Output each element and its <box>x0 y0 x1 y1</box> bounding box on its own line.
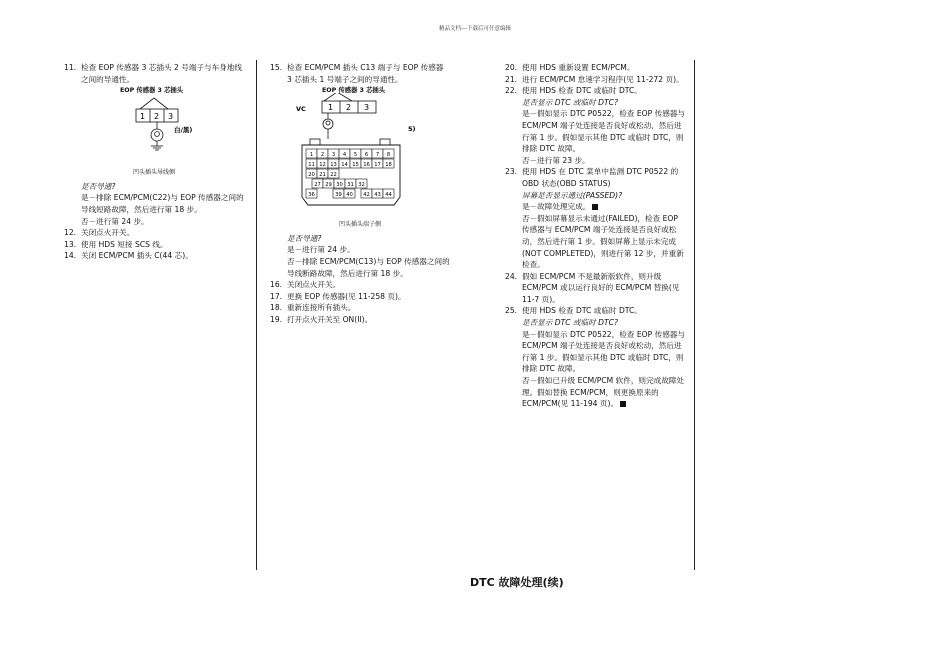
answer-text: 否－假如已升级 ECM/PCM 软件，则完成故障处理。假如替换 ECM/PCM，则更换原来的 ECM/PCM(见 11-194 页)。 <box>522 376 684 409</box>
footer-title: DTC 故障处理(续) <box>470 576 564 589</box>
terminal-number: 16 <box>363 162 370 169</box>
step-17 <box>270 291 450 303</box>
step-24 <box>505 271 687 306</box>
figure-caption: 凹头插头导线侧 <box>132 169 175 177</box>
step-number: 23. <box>505 167 518 177</box>
pin-3: 3 <box>168 112 174 122</box>
step-number: 17. <box>270 291 283 301</box>
answer-yes <box>505 201 687 213</box>
pin-2: 2 <box>154 112 160 122</box>
step-text: 关闭 ECM/PCM 插头 C(44 芯)。 <box>81 251 193 261</box>
question: 是否显示 DTC 或临时 DTC? <box>522 97 619 107</box>
step-text: 使用 HDS 短接 SCS 线。 <box>81 239 168 249</box>
terminal-number: 3 <box>331 152 336 159</box>
step-number: 16. <box>270 280 283 290</box>
terminal-number: 6 <box>364 152 369 159</box>
column-divider-right <box>694 60 695 570</box>
figure-title: EOP 传感器 3 芯插头 <box>120 87 184 95</box>
terminal-number: 42 <box>363 192 370 199</box>
terminal-ref-label: 5) <box>408 125 416 134</box>
terminal-number: 2 <box>320 152 325 159</box>
page-header: 精品文档---下载后可任意编辑 <box>439 26 511 32</box>
column-1 <box>64 62 244 262</box>
figure-caption: 凹头插头端子侧 <box>338 221 381 229</box>
step-23 <box>505 166 687 189</box>
step-21 <box>505 74 687 86</box>
step-19 <box>270 314 450 326</box>
question: 是否导通? <box>81 181 116 191</box>
step-12 <box>64 227 244 239</box>
terminal-number: 44 <box>385 192 392 199</box>
terminal-number: 31 <box>347 182 354 189</box>
step-number: 19. <box>270 314 283 324</box>
end-mark-icon <box>620 401 626 407</box>
step-text: 重新连接所有插头。 <box>287 303 356 313</box>
step-text: 检查 ECM/PCM 插头 C13 端子与 EOP 传感器 3 芯插头 1 号端子之间的导通性。 <box>287 63 444 84</box>
answer-no: 否－假如屏幕显示未通过(FAILED)，检查 EOP 传感器与 ECM/PCM 端子处连接是否良好或松动，然后进行第 1 步。假如屏幕上显示未完成(NOT COMPLETED)，则进行第 12 步，并重新检查。 <box>522 213 684 270</box>
step-18 <box>270 302 450 314</box>
terminal-number: 1 <box>309 152 314 159</box>
question: 是否导通? <box>287 233 322 243</box>
step-text: 更换 EOP 传感器(见 11-258 页)。 <box>287 291 406 301</box>
step-text: 使用 HDS 在 DTC 菜单中监测 DTC P0522 的 OBD 状态(OBD STATUS) <box>522 167 679 188</box>
step-14 <box>64 250 244 262</box>
terminal-number: 27 <box>314 182 321 189</box>
step-11 <box>64 62 244 85</box>
terminal-number: 18 <box>385 162 392 169</box>
step-text: 打开点火开关至 ON(II)。 <box>287 314 373 324</box>
answer-no <box>505 375 687 410</box>
pin-1: 1 <box>328 103 334 113</box>
connector-diagram <box>64 95 244 157</box>
terminal-grid <box>306 149 394 198</box>
answer-yes: 是－假如显示 DTC P0522，检查 EOP 传感器与 ECM/PCM 端子处连接是否良好或松动，然后进行第 1 步。假如显示其他 DTC 或临时 DTC，则排除 DTC 故障。 <box>522 109 685 154</box>
figure-title: EOP 传感器 3 芯插头 <box>322 87 386 95</box>
step-number: 24. <box>505 271 518 281</box>
step-number: 18. <box>270 303 283 313</box>
terminal-number: 8 <box>386 152 391 159</box>
step-13 <box>64 239 244 251</box>
connector-diagram <box>270 93 450 217</box>
answer-no: 否－进行第 23 步。 <box>522 155 590 165</box>
terminal-number: 22 <box>330 172 337 179</box>
terminal-number: 29 <box>325 182 332 189</box>
step-text: 使用 HDS 重新设置 ECM/PCM。 <box>522 63 635 72</box>
step-number: 22. <box>505 86 518 96</box>
eop-connector-figure <box>64 87 244 161</box>
step-number: 14. <box>64 251 77 261</box>
answer-yes: 是－排除 ECM/PCM(C22)与 EOP 传感器之间的导线短路故障，然后进行第 18 步。 <box>81 193 244 214</box>
step-text: 进行 ECM/PCM 怠速学习程序(见 11-272 页)。 <box>522 74 684 84</box>
question: 屏幕是否显示通过(PASSED)? <box>522 190 623 200</box>
terminal-number: 14 <box>341 162 348 169</box>
vc-label: VC <box>296 105 306 114</box>
step-20 <box>505 62 687 74</box>
terminal-number: 40 <box>346 192 353 199</box>
terminal-number: 13 <box>330 162 337 169</box>
answer-text: 是－故障处理完成。 <box>522 202 591 212</box>
step-text: 使用 HDS 检查 DTC 或临时 DTC。 <box>522 306 642 316</box>
question: 是否显示 DTC 或临时 DTC? <box>522 318 619 328</box>
step-number: 11. <box>64 63 77 72</box>
answer-yes: 是－假如显示 DTC P0522，检查 EOP 传感器与 ECM/PCM 端子处连接是否良好或松动，然后进行第 1 步。假如显示其他 DTC 或临时 DTC，则排除 DTC 故障。 <box>522 329 685 374</box>
wire-color-label: 白/黑) <box>174 126 193 135</box>
terminal-number: 30 <box>336 182 343 189</box>
step-text: 假如 ECM/PCM 不是最新版软件，则升级 ECM/PCM 或以运行良好的 ECM/PCM 替换(见 11-7 页)。 <box>522 271 680 304</box>
answer-no: 否－排除 ECM/PCM(C13)与 EOP 传感器之间的导线断路故障，然后进行第 18 步。 <box>287 256 450 278</box>
step-22 <box>505 85 687 97</box>
terminal-number: 7 <box>375 152 380 159</box>
terminal-number: 4 <box>342 152 347 159</box>
pin-2: 2 <box>346 103 352 113</box>
column-divider-left <box>256 60 257 570</box>
step-text: 关闭点火开关。 <box>81 228 135 238</box>
terminal-number: 36 <box>308 192 315 199</box>
step-25 <box>505 305 687 317</box>
terminal-number: 17 <box>374 162 381 169</box>
step-number: 20. <box>505 63 518 72</box>
terminal-number: 39 <box>335 192 342 199</box>
step-text: 关闭点火开关。 <box>287 280 341 290</box>
end-mark-icon <box>592 204 598 210</box>
column-3 <box>505 62 687 410</box>
pin-3: 3 <box>364 103 370 113</box>
terminal-number: 21 <box>319 172 326 179</box>
terminal-number: 15 <box>352 162 359 169</box>
step-number: 25. <box>505 306 518 316</box>
pin-1: 1 <box>140 112 146 122</box>
step-16 <box>270 279 450 291</box>
step-number: 21. <box>505 74 518 84</box>
column-2 <box>270 62 450 326</box>
step-text: 使用 HDS 检查 DTC 或临时 DTC。 <box>522 86 642 96</box>
step-number: 15. <box>270 63 283 72</box>
terminal-number: 5 <box>353 152 358 159</box>
step-text: 检查 EOP 传感器 3 芯插头 2 号端子与车身地线之间的导通性。 <box>81 63 242 84</box>
answer-yes: 是－进行第 24 步。 <box>287 245 355 255</box>
terminal-number: 32 <box>358 182 365 189</box>
terminal-number: 12 <box>319 162 326 169</box>
step-number: 13. <box>64 239 77 249</box>
terminal-number: 43 <box>374 192 381 199</box>
answer-no: 否－进行第 24 步。 <box>81 216 149 226</box>
ecm-connector-figure <box>270 87 450 215</box>
terminal-number: 11 <box>308 162 315 169</box>
step-number: 12. <box>64 228 77 238</box>
step-15 <box>270 62 450 85</box>
terminal-number: 20 <box>308 172 315 179</box>
